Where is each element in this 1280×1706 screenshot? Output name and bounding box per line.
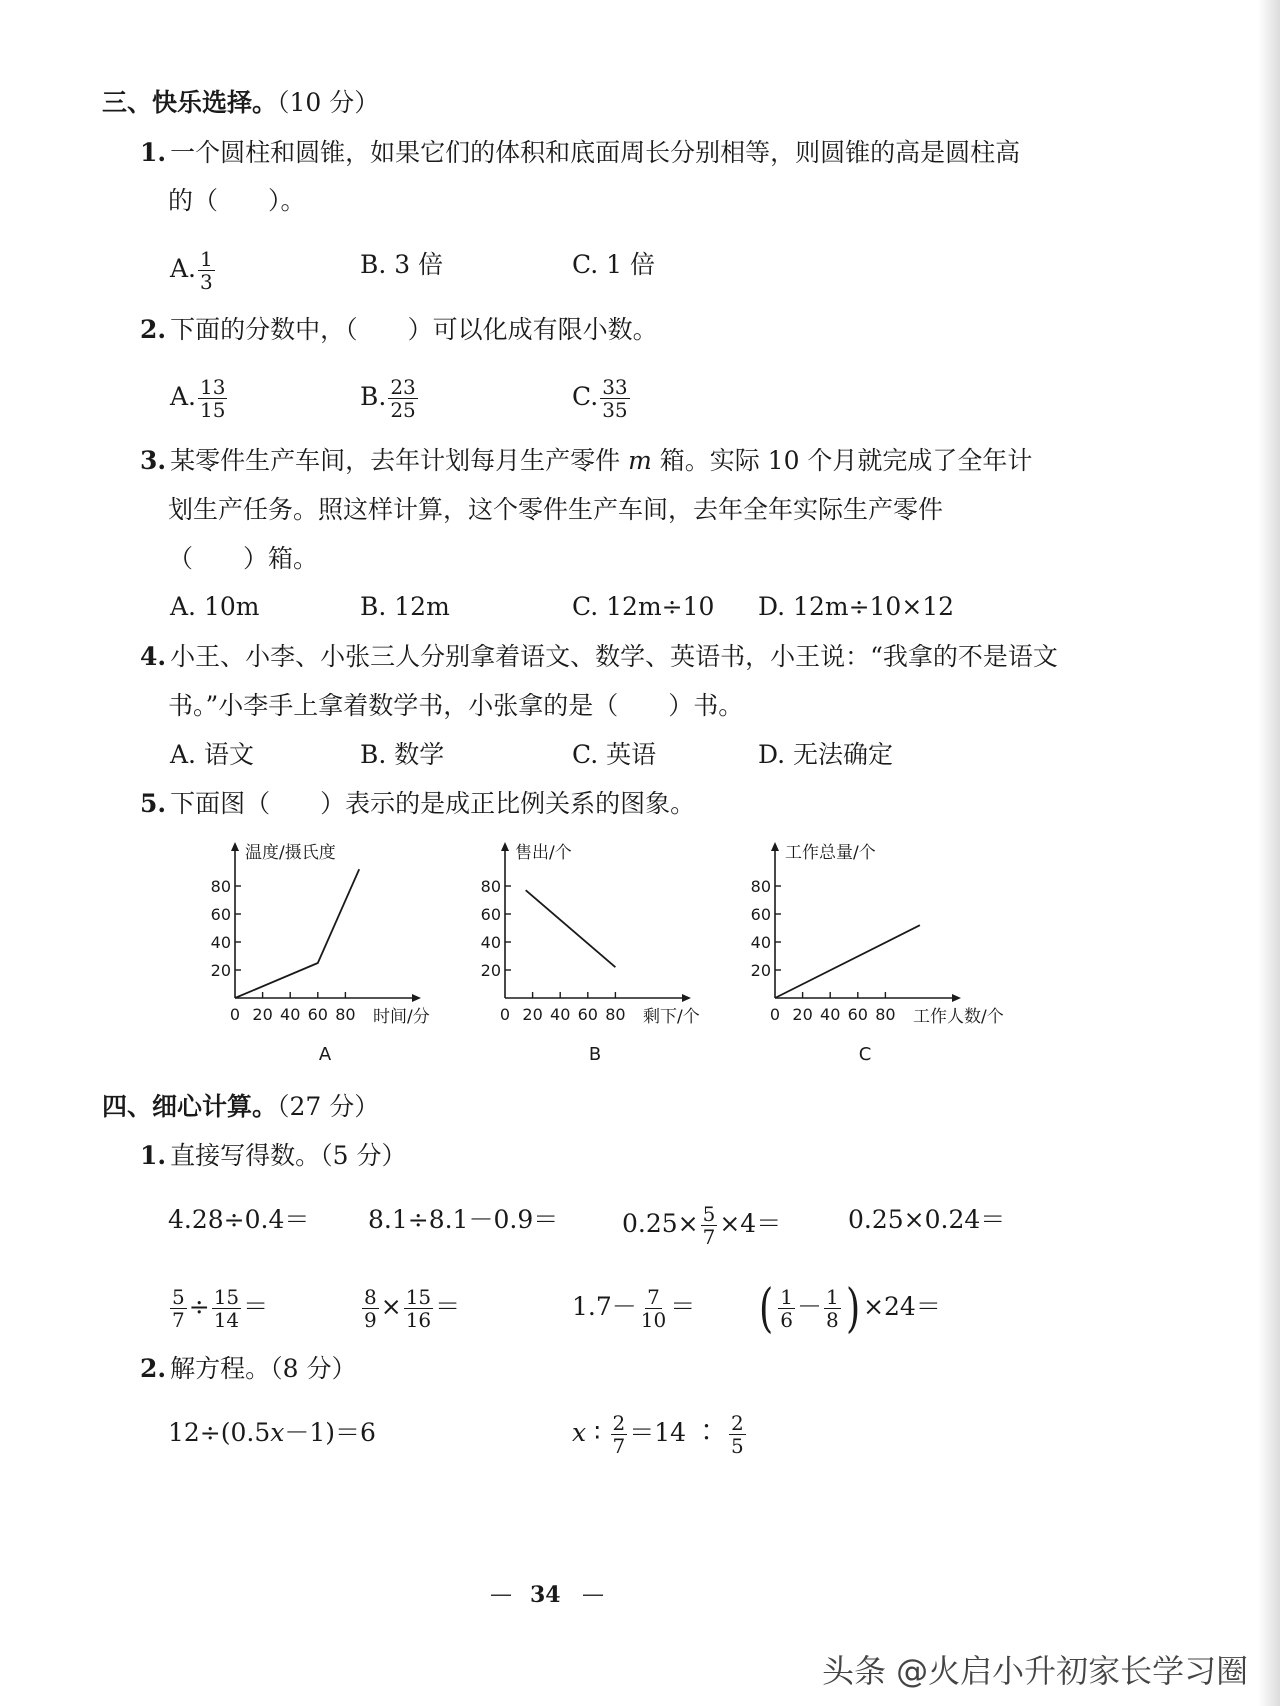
watermark: 头条 @火启小升初家长学习圈 bbox=[822, 1652, 1249, 1690]
graph-c-x-label: 工作人数/个 bbox=[913, 1007, 1004, 1027]
question-2-option-b bbox=[360, 376, 420, 421]
calc-8-post: ×24＝ bbox=[863, 1292, 941, 1321]
graph-a-y-tick-label: 80 bbox=[210, 877, 231, 896]
part-1-heading bbox=[140, 1139, 406, 1173]
question-3-option-a: A. 10m bbox=[170, 592, 260, 621]
question-4-line-2 bbox=[168, 689, 743, 723]
variable-x: x bbox=[572, 1418, 587, 1447]
part-1-number: 1. bbox=[140, 1141, 167, 1170]
calc-4: 0.25×0.24＝ bbox=[848, 1205, 1006, 1234]
question-4-text-1: 小王、小李、小张三人分别拿着语文、数学、英语书，小王说：“我拿的不是语文 bbox=[170, 642, 1058, 671]
graph-b-x-tick-label: 20 bbox=[522, 1005, 543, 1024]
graph-c-x-tick-label: 0 bbox=[769, 1005, 781, 1024]
question-4-option-c: C. 英语 bbox=[572, 740, 657, 769]
graph-c-x-tick-label: 80 bbox=[875, 1005, 896, 1024]
calc-7 bbox=[572, 1286, 695, 1331]
fraction-denominator: 10 bbox=[640, 1308, 667, 1332]
question-3-line-2 bbox=[168, 493, 943, 527]
fraction-numerator: 1 bbox=[200, 247, 213, 271]
graph-a-series-line bbox=[235, 869, 359, 998]
option-b-label: B. bbox=[360, 382, 387, 411]
page-number: 34 bbox=[530, 1582, 561, 1608]
graph-a-x-tick-label: 20 bbox=[252, 1005, 273, 1024]
section-3-title: 三、快乐选择。 bbox=[102, 88, 278, 117]
fraction-denominator: 5 bbox=[730, 1434, 744, 1458]
question-2-number: 2. bbox=[140, 315, 167, 344]
fraction-numerator: 33 bbox=[602, 375, 628, 399]
section-4-points: （27 分） bbox=[277, 1092, 380, 1121]
equation-2-mid: ＝14 ∶ bbox=[629, 1418, 727, 1447]
question-2-line bbox=[140, 313, 658, 347]
equals: ＝ bbox=[435, 1292, 461, 1321]
fraction bbox=[404, 1286, 433, 1331]
question-5-graphs bbox=[195, 838, 1055, 1082]
question-3-option-d: D. 12m÷10×12 bbox=[758, 592, 955, 621]
calc-1: 4.28÷0.4＝ bbox=[168, 1205, 310, 1234]
question-1-text-1: 一个圆柱和圆锥，如果它们的体积和底面周长分别相等，则圆锥的高是圆柱高 bbox=[170, 138, 1021, 167]
ratio-colon: ∶ bbox=[586, 1418, 609, 1447]
graph-c-panel-label: C bbox=[858, 1044, 872, 1065]
equals: ＝ bbox=[670, 1292, 696, 1321]
graph-c-y-arrow bbox=[771, 842, 779, 851]
graph-a-x-label: 时间/分 bbox=[373, 1007, 430, 1027]
page-edge-shadow bbox=[1258, 0, 1280, 1706]
graph-a-y-tick-label: 40 bbox=[210, 933, 231, 952]
question-5-text: 下面图（ ）表示的是成正比例关系的图象。 bbox=[170, 789, 696, 818]
fraction bbox=[362, 1286, 379, 1331]
operator: × bbox=[380, 1292, 402, 1321]
fraction-numerator: 2 bbox=[730, 1411, 744, 1435]
fraction bbox=[729, 1412, 746, 1457]
question-1-option-a bbox=[170, 248, 217, 293]
fraction-denominator: 16 bbox=[405, 1308, 432, 1332]
graph-a-y-label: 温度/摄氏度 bbox=[245, 843, 336, 863]
part-2-text: 解方程。（8 分） bbox=[170, 1354, 357, 1383]
part-2-number: 2. bbox=[140, 1354, 167, 1383]
graph-b-x-label: 剩下/个 bbox=[643, 1007, 700, 1027]
option-a-label: A. bbox=[170, 382, 197, 411]
fraction-numerator: 23 bbox=[390, 375, 416, 399]
fraction bbox=[778, 1286, 795, 1331]
graph-c-x-arrow bbox=[952, 994, 961, 1002]
option-c-label: C. bbox=[572, 382, 599, 411]
part-2-heading bbox=[140, 1352, 356, 1386]
question-1-number: 1. bbox=[140, 138, 167, 167]
fraction-denominator: 35 bbox=[602, 398, 628, 422]
fraction bbox=[824, 1286, 841, 1331]
calc-8 bbox=[756, 1278, 941, 1339]
left-paren: ( bbox=[759, 1278, 774, 1339]
question-4-text-2: 书。”小李手上拿着数学书，小张拿的是（ ）书。 bbox=[168, 691, 744, 720]
question-3-line-1 bbox=[140, 444, 1032, 478]
question-4-line-1 bbox=[140, 640, 1058, 674]
fraction-denominator: 14 bbox=[213, 1308, 240, 1332]
equation-1 bbox=[168, 1416, 376, 1450]
equation-2 bbox=[572, 1412, 748, 1457]
graph-b-y-label: 售出/个 bbox=[515, 843, 572, 863]
operator: － bbox=[797, 1292, 823, 1321]
graph-b-y-tick-label: 60 bbox=[480, 905, 501, 924]
question-1-line-1 bbox=[140, 136, 1020, 170]
question-3-number: 3. bbox=[140, 446, 167, 475]
fraction-denominator: 3 bbox=[200, 270, 213, 294]
variable-m: m bbox=[628, 446, 652, 475]
graph-a-y-arrow bbox=[231, 842, 239, 851]
graph-c-x-tick-label: 40 bbox=[820, 1005, 841, 1024]
calc-2: 8.1÷8.1－0.9＝ bbox=[368, 1205, 559, 1234]
question-1-option-b: B. 3 倍 bbox=[360, 250, 444, 279]
question-1-option-c: C. 1 倍 bbox=[572, 250, 655, 279]
graph-b-x-tick-label: 0 bbox=[499, 1005, 511, 1024]
graph-a-x-tick-label: 60 bbox=[307, 1005, 328, 1024]
question-4-option-d: D. 无法确定 bbox=[758, 740, 894, 769]
section-3-heading bbox=[102, 86, 379, 120]
fraction-denominator: 6 bbox=[780, 1308, 794, 1332]
fraction-numerator: 5 bbox=[702, 1202, 716, 1226]
graph-a-x-tick-label: 0 bbox=[229, 1005, 241, 1024]
graph-a-y-tick-label: 60 bbox=[210, 905, 231, 924]
graph-b-panel-label: B bbox=[588, 1044, 602, 1065]
fraction-numerator: 13 bbox=[200, 375, 226, 399]
graph-c-y-tick-label: 40 bbox=[750, 933, 771, 952]
fraction bbox=[600, 376, 629, 421]
section-3-points: （10 分） bbox=[277, 88, 380, 117]
graph-b-y-tick-label: 40 bbox=[480, 933, 501, 952]
fraction-denominator: 9 bbox=[364, 1308, 377, 1332]
fraction-denominator: 8 bbox=[826, 1308, 839, 1332]
graph-a-x-tick-label: 80 bbox=[335, 1005, 356, 1024]
fraction-numerator: 7 bbox=[647, 1285, 660, 1309]
equation-1-pre: 12÷(0.5 bbox=[168, 1418, 271, 1447]
equation-1-post: －1)＝6 bbox=[284, 1418, 376, 1447]
calc-3-post: ×4＝ bbox=[719, 1209, 782, 1238]
fraction bbox=[701, 1203, 718, 1248]
graph-b-x-tick-label: 60 bbox=[577, 1005, 598, 1024]
graph-b-series-line bbox=[526, 890, 616, 967]
fraction bbox=[611, 1412, 628, 1457]
question-2-text: 下面的分数中，（ ）可以化成有限小数。 bbox=[170, 315, 658, 344]
question-4-option-b: B. 数学 bbox=[360, 740, 445, 769]
graph-b-x-arrow bbox=[682, 994, 691, 1002]
fraction bbox=[198, 248, 215, 293]
calc-3 bbox=[622, 1203, 781, 1248]
fraction bbox=[639, 1286, 668, 1331]
graph-c-y-label: 工作总量/个 bbox=[785, 843, 876, 863]
fraction-numerator: 15 bbox=[213, 1285, 240, 1309]
section-4-heading bbox=[102, 1090, 379, 1124]
graph-c-y-tick-label: 20 bbox=[750, 961, 771, 980]
calc-6 bbox=[360, 1286, 460, 1331]
footer-dash-right: — bbox=[582, 1582, 604, 1607]
fraction bbox=[212, 1286, 241, 1331]
question-3-option-c: C. 12m÷10 bbox=[572, 592, 715, 621]
fraction-denominator: 7 bbox=[702, 1225, 716, 1249]
fraction bbox=[388, 376, 417, 421]
fraction bbox=[198, 376, 227, 421]
graph-c-series-line bbox=[775, 925, 920, 998]
question-3-line-3 bbox=[168, 542, 318, 576]
fraction-denominator: 15 bbox=[200, 398, 226, 422]
graph-c-y-tick-label: 60 bbox=[750, 905, 771, 924]
graph-a-x-arrow bbox=[412, 994, 421, 1002]
fraction-denominator: 7 bbox=[172, 1308, 185, 1332]
graph-b-x-tick-label: 40 bbox=[550, 1005, 571, 1024]
graph-a-y-tick-label: 20 bbox=[210, 961, 231, 980]
fraction-numerator: 15 bbox=[405, 1285, 432, 1309]
fraction bbox=[170, 1286, 187, 1331]
graph-c-x-tick-label: 20 bbox=[792, 1005, 813, 1024]
question-5-line bbox=[140, 787, 695, 821]
question-3-text-1b: 箱。实际 10 个月就完成了全年计 bbox=[651, 446, 1033, 475]
fraction-numerator: 1 bbox=[780, 1285, 794, 1309]
footer-dash-left: — bbox=[490, 1582, 512, 1607]
question-2-option-c bbox=[572, 376, 632, 421]
calc-5 bbox=[168, 1286, 268, 1331]
question-3-option-b: B. 12m bbox=[360, 592, 450, 621]
graph-b-y-arrow bbox=[501, 842, 509, 851]
question-2-option-a bbox=[170, 376, 229, 421]
part-1-text: 直接写得数。（5 分） bbox=[170, 1141, 407, 1170]
question-4-number: 4. bbox=[140, 642, 167, 671]
graph-b-y-tick-label: 20 bbox=[480, 961, 501, 980]
calc-3-pre: 0.25× bbox=[622, 1209, 699, 1238]
right-paren: ) bbox=[845, 1278, 861, 1339]
graphs-svg bbox=[195, 838, 1055, 1078]
operator: ÷ bbox=[188, 1292, 210, 1321]
graph-c-y-tick-label: 80 bbox=[750, 877, 771, 896]
equals: ＝ bbox=[243, 1292, 269, 1321]
graph-c-x-tick-label: 60 bbox=[847, 1005, 868, 1024]
variable-x: x bbox=[270, 1418, 285, 1447]
fraction-numerator: 1 bbox=[826, 1285, 839, 1309]
question-3-text-1a: 某零件生产车间，去年计划每月生产零件 bbox=[170, 446, 629, 475]
fraction-denominator: 25 bbox=[390, 398, 416, 422]
fraction-denominator: 7 bbox=[612, 1434, 626, 1458]
graph-a-x-tick-label: 40 bbox=[280, 1005, 301, 1024]
section-4-title: 四、细心计算。 bbox=[102, 1092, 278, 1121]
question-5-number: 5. bbox=[140, 789, 167, 818]
graph-b-x-tick-label: 80 bbox=[605, 1005, 626, 1024]
fraction-numerator: 8 bbox=[364, 1285, 377, 1309]
graph-b-y-tick-label: 80 bbox=[480, 877, 501, 896]
question-1-line-2 bbox=[168, 184, 306, 218]
option-a-label: A. bbox=[170, 254, 197, 283]
calc-7-pre: 1.7－ bbox=[572, 1292, 637, 1321]
graph-a-panel-label: A bbox=[318, 1044, 332, 1065]
fraction-numerator: 2 bbox=[612, 1411, 626, 1435]
fraction-numerator: 5 bbox=[172, 1285, 185, 1309]
question-3-text-2: 划生产任务。照这样计算，这个零件生产车间，去年全年实际生产零件 bbox=[168, 495, 944, 524]
question-1-text-2: 的（ ）。 bbox=[168, 186, 306, 215]
question-4-option-a: A. 语文 bbox=[170, 740, 254, 769]
question-3-text-3: （ ）箱。 bbox=[168, 544, 319, 573]
